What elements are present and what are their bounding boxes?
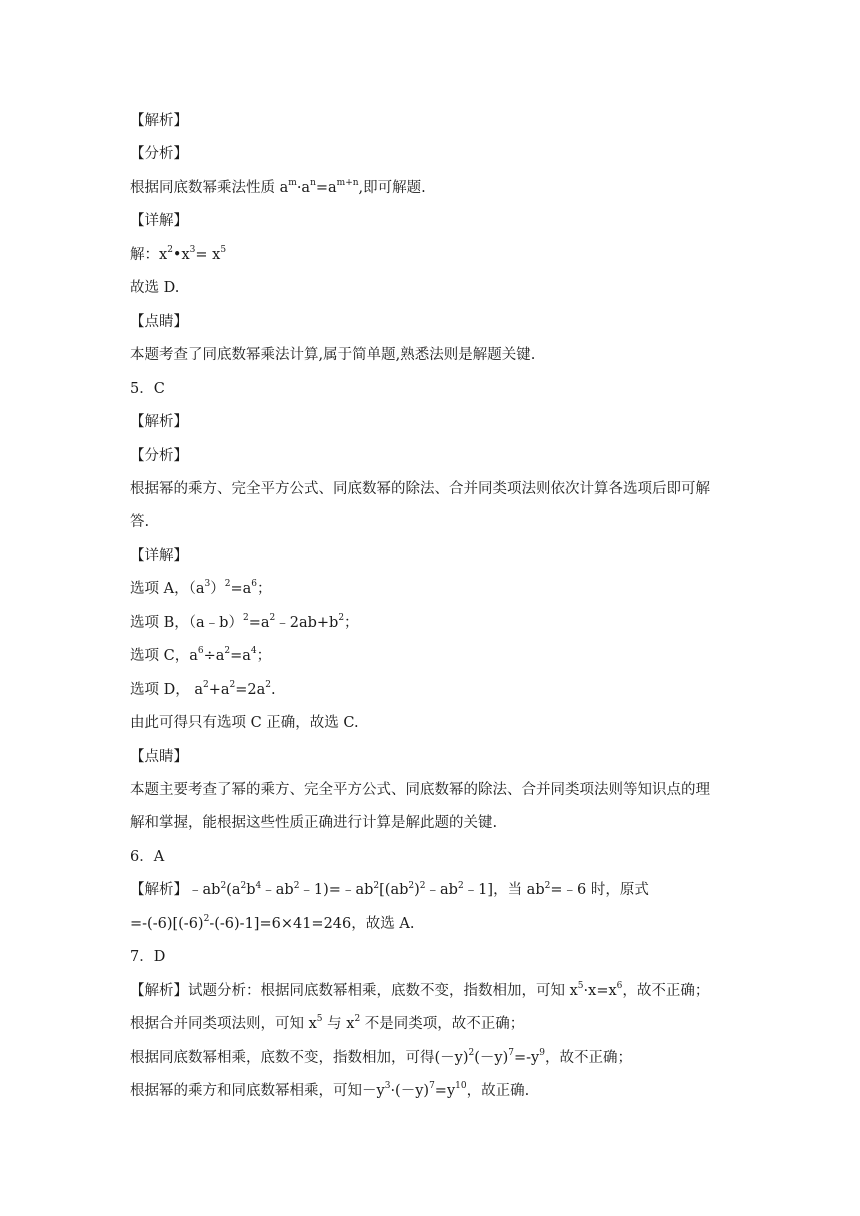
superscript: 3 bbox=[384, 1081, 391, 1092]
text-segment: ﹣1]，当 ab bbox=[463, 882, 545, 899]
text-line bbox=[130, 111, 750, 131]
text-line bbox=[130, 947, 750, 967]
text-segment: =a bbox=[315, 179, 337, 196]
text-line bbox=[130, 412, 750, 432]
text-segment: ) bbox=[414, 882, 420, 899]
text-segment: 【解析】试题分析：根据同底数幂相乘，底数不变，指数相加，可知 x bbox=[130, 982, 578, 999]
text-segment: 【解析】 bbox=[130, 414, 188, 431]
text-segment: 【详解】 bbox=[130, 213, 188, 230]
superscript: 2 bbox=[203, 679, 209, 690]
text-line bbox=[130, 178, 750, 198]
text-segment: 5．C bbox=[130, 380, 165, 397]
text-segment: =-y bbox=[514, 1049, 540, 1066]
text-segment: ，故不正确； bbox=[622, 982, 710, 999]
text-segment: =a bbox=[248, 614, 270, 631]
text-segment: 故选 D. bbox=[130, 280, 180, 297]
superscript: 2 bbox=[240, 880, 247, 891]
superscript: 2 bbox=[544, 880, 551, 891]
text-line bbox=[130, 713, 750, 733]
text-segment: =2a bbox=[235, 681, 266, 698]
text-line bbox=[130, 1048, 750, 1068]
text-segment: 不是同类项，故不正确； bbox=[360, 1016, 525, 1033]
superscript: 7 bbox=[508, 1047, 514, 1058]
superscript: 6 bbox=[197, 646, 204, 657]
superscript: 3 bbox=[204, 579, 211, 590]
text-line bbox=[130, 1081, 750, 1101]
superscript: 2 bbox=[457, 880, 464, 891]
text-line bbox=[130, 546, 750, 566]
text-segment: 选项 A，（a bbox=[130, 581, 205, 598]
text-line bbox=[130, 680, 750, 700]
text-segment: 解：x bbox=[130, 246, 168, 263]
text-segment: 由此可得只有选项 C 正确，故选 C. bbox=[130, 715, 359, 732]
superscript: 2 bbox=[167, 244, 173, 255]
text-line bbox=[130, 914, 750, 934]
text-segment: ÷a bbox=[203, 648, 225, 665]
text-segment: =﹣6 时，原式 bbox=[550, 882, 649, 899]
superscript: 3 bbox=[189, 244, 196, 255]
text-segment: 根据幂的乘方、完全平方公式、同底数幂的除法、合并同类项法则依次计算各选项后即可解 bbox=[130, 480, 710, 497]
text-line bbox=[130, 780, 750, 800]
text-line bbox=[130, 646, 750, 666]
text-segment: ﹣ab bbox=[261, 882, 294, 899]
superscript: 10 bbox=[455, 1081, 467, 1092]
text-line bbox=[130, 379, 750, 399]
text-segment: =a bbox=[230, 648, 251, 665]
text-segment: 【解析】﹣ab bbox=[130, 882, 221, 899]
text-segment: -(-6)-1]=6×41=246，故选 A. bbox=[209, 915, 415, 932]
text-segment: ﹣1)=﹣ab bbox=[299, 882, 374, 899]
text-segment: =-(-6)[(-6) bbox=[130, 915, 204, 932]
text-line bbox=[130, 847, 750, 867]
superscript: 2 bbox=[354, 1014, 361, 1025]
text-segment: ·x=x bbox=[583, 982, 617, 999]
superscript: 4 bbox=[255, 880, 262, 891]
text-line bbox=[130, 512, 750, 532]
text-segment: 【点睛】 bbox=[130, 748, 188, 765]
superscript: 5 bbox=[316, 1014, 323, 1025]
superscript: 2 bbox=[265, 679, 272, 690]
text-segment: ； bbox=[256, 648, 272, 665]
superscript: 9 bbox=[539, 1047, 545, 1058]
text-segment: (a bbox=[226, 882, 241, 899]
text-segment: 【点睛】 bbox=[130, 313, 188, 330]
text-segment: 【分析】 bbox=[130, 146, 188, 163]
text-segment: [(ab bbox=[379, 882, 409, 899]
text-line bbox=[130, 613, 750, 633]
text-line bbox=[130, 144, 750, 164]
text-line bbox=[130, 813, 750, 833]
text-line bbox=[130, 880, 750, 900]
superscript: 5 bbox=[220, 244, 227, 255]
text-segment: ﹣ab bbox=[425, 882, 458, 899]
text-segment: =y bbox=[434, 1083, 456, 1100]
text-segment: . bbox=[271, 681, 276, 698]
superscript: 2 bbox=[220, 880, 227, 891]
text-segment: 【解析】 bbox=[130, 113, 188, 129]
text-segment: ,即可解题. bbox=[358, 179, 426, 196]
text-segment: 7．D bbox=[130, 949, 166, 966]
text-segment: 根据幂的乘方和同底数幂相乘，可知－y bbox=[130, 1083, 385, 1100]
text-line bbox=[130, 747, 750, 767]
text-segment: ·a bbox=[296, 179, 311, 196]
superscript: 6 bbox=[251, 579, 257, 590]
text-line bbox=[130, 479, 750, 499]
text-line bbox=[130, 1014, 750, 1034]
text-segment: ﹣2ab+b bbox=[275, 614, 339, 631]
text-line bbox=[130, 278, 750, 298]
superscript: 2 bbox=[293, 880, 300, 891]
superscript: 2 bbox=[224, 579, 231, 590]
text-segment: 【详解】 bbox=[130, 547, 188, 564]
superscript: 2 bbox=[468, 1047, 475, 1058]
text-line bbox=[130, 312, 750, 332]
text-segment: =a bbox=[230, 581, 252, 598]
superscript: 5 bbox=[577, 980, 584, 991]
text-line bbox=[130, 211, 750, 231]
text-segment: 与 x bbox=[322, 1016, 355, 1033]
superscript: 2 bbox=[373, 880, 380, 891]
text-segment: ·(－y) bbox=[390, 1083, 430, 1100]
superscript: 4 bbox=[250, 646, 257, 657]
superscript: 2 bbox=[269, 612, 276, 623]
text-segment: ，故不正确； bbox=[544, 1049, 632, 1066]
superscript: 2 bbox=[224, 646, 231, 657]
text-line bbox=[130, 446, 750, 466]
text-segment: b bbox=[246, 882, 256, 899]
superscript: m+n bbox=[336, 178, 359, 189]
superscript: 2 bbox=[242, 612, 249, 623]
superscript: 7 bbox=[429, 1081, 435, 1092]
text-segment: = x bbox=[195, 246, 221, 263]
text-segment: (－y) bbox=[474, 1049, 509, 1066]
text-segment: 根据合并同类项法则，可知 x bbox=[130, 1016, 317, 1033]
text-line bbox=[130, 981, 750, 1001]
text-segment: ，故正确. bbox=[466, 1083, 530, 1100]
text-segment: 选项 B，（a﹣b） bbox=[130, 614, 243, 631]
text-segment: 选项 C，a bbox=[130, 648, 198, 665]
text-segment: 选项 D， a bbox=[130, 681, 203, 698]
superscript: 2 bbox=[408, 880, 415, 891]
text-segment: 本题考查了同底数幂乘法计算,属于简单题,熟悉法则是解题关键. bbox=[130, 347, 536, 364]
text-segment: ； bbox=[256, 581, 272, 598]
superscript: 2 bbox=[419, 880, 426, 891]
text-segment: 本题主要考查了幂的乘方、完全平方公式、同底数幂的除法、合并同类项法则等知识点的理 bbox=[130, 782, 710, 798]
text-segment: ） bbox=[210, 581, 225, 598]
text-line bbox=[130, 345, 750, 365]
text-segment: 【分析】 bbox=[130, 447, 188, 464]
superscript: 6 bbox=[616, 980, 623, 991]
text-segment: 解和掌握，能根据这些性质正确进行计算是解此题的关键. bbox=[130, 815, 498, 832]
superscript: 2 bbox=[338, 612, 345, 623]
text-segment: 根据同底数幂相乘，底数不变，指数相加，可得(－y) bbox=[130, 1049, 469, 1066]
text-line bbox=[130, 245, 750, 265]
superscript: m bbox=[288, 178, 297, 189]
text-segment: ； bbox=[344, 614, 359, 631]
text-segment: 答. bbox=[130, 514, 150, 531]
superscript: 2 bbox=[229, 679, 236, 690]
text-segment: 根据同底数幂乘法性质 a bbox=[130, 179, 289, 196]
superscript: 2 bbox=[203, 913, 210, 924]
text-segment: •x bbox=[172, 246, 190, 263]
text-line bbox=[130, 579, 750, 599]
text-segment: +a bbox=[208, 681, 230, 698]
text-segment: 6．A bbox=[130, 848, 165, 865]
superscript: n bbox=[310, 178, 316, 189]
